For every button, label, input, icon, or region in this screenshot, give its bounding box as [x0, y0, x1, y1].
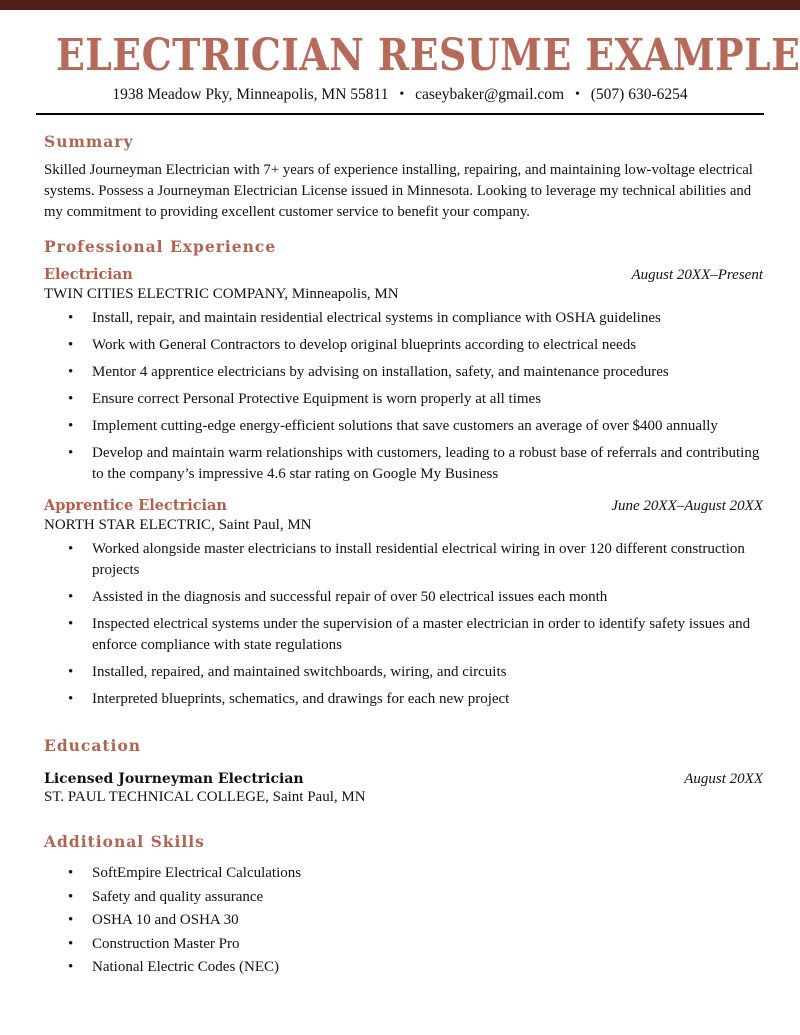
job-entry-electrician — [44, 266, 763, 485]
bullet-item: • Worked alongside master electricians to install residential electrical wiring in over 120 different construction projects — [92, 539, 763, 581]
job-bullet-list — [44, 539, 763, 710]
bullet-item: • Inspected electrical systems under the supervision of a master electrician in order to identify safety issues and enforce compliance with state regulations — [92, 614, 763, 656]
job-entry-apprentice-electrician — [44, 497, 763, 710]
skills-list — [44, 862, 763, 980]
bullet-item: • Ensure correct Personal Protective Equipment is worn properly at all times — [92, 389, 763, 410]
skill-item: • National Electric Codes (NEC) — [92, 956, 763, 980]
education-dates: August 20XX — [684, 771, 763, 787]
bullet-item: • Mentor 4 apprentice electricians by advising on installation, safety, and maintenance procedures — [92, 362, 763, 383]
skill-item: • SoftEmpire Electrical Calculations — [92, 862, 763, 886]
job-header — [44, 497, 763, 515]
education-school: ST. PAUL TECHNICAL COLLEGE, Saint Paul, MN — [44, 789, 366, 805]
job-company: TWIN CITIES ELECTRIC COMPANY, Minneapolis, MN — [44, 286, 399, 302]
skill-item: • OSHA 10 and OSHA 30 — [92, 909, 763, 933]
experience-section — [44, 237, 763, 710]
job-title: Apprentice Electrician — [44, 497, 227, 514]
experience-heading: Professional Experience — [44, 237, 277, 256]
skills-heading: Additional Skills — [44, 832, 205, 851]
summary-heading: Summary — [44, 132, 134, 151]
bullet-item: • Assisted in the diagnosis and successful repair of over 50 electrical issues each month — [92, 587, 763, 608]
education-section — [44, 736, 763, 806]
degree-title: Licensed Journeyman Electrician — [44, 771, 304, 787]
bullet-item: • Installed, repaired, and maintained switchboards, wiring, and circuits — [92, 662, 763, 683]
header-divider — [36, 113, 764, 115]
contact-phone: (507) 630-6254 — [590, 86, 688, 103]
job-dates: June 20XX–August 20XX — [611, 498, 763, 514]
resume-title: ELECTRICIAN RESUME EXAMPLE — [56, 30, 800, 81]
bullet-item: • Develop and maintain warm relationships with customers, leading to a robust base of referrals and contributing to the company’s impressive 4.6 star rating on Google My Business — [92, 443, 763, 485]
skill-item: • Safety and quality assurance — [92, 886, 763, 910]
contact-address: 1938 Meadow Pky, Minneapolis, MN 55811 — [112, 86, 389, 103]
job-dates: August 20XX–Present — [631, 267, 763, 283]
summary-text: Skilled Journeyman Electrician with 7+ years of experience installing, repairing, and maintaining low-voltage electrical systems. Possess a Journeyman Electrician License issued in Minnesota. Looking to leverage my technical abilities and my commitment to providing excellent customer service to benefit your company. — [44, 162, 753, 220]
contact-line — [0, 86, 800, 104]
skills-section — [44, 832, 763, 980]
bullet-item: • Install, repair, and maintain residential electrical systems in compliance with OSHA guidelines — [92, 308, 763, 329]
resume-body — [0, 132, 800, 980]
education-degree-row — [44, 771, 763, 788]
job-bullet-list — [44, 308, 763, 485]
top-accent-bar — [0, 0, 800, 10]
bullet-item: • Interpreted blueprints, schematics, and drawings for each new project — [92, 689, 763, 710]
education-heading: Education — [44, 736, 142, 755]
resume-header — [0, 31, 800, 115]
bullet-separator: • — [399, 87, 405, 102]
bullet-item: • Implement cutting-edge energy-efficient solutions that save customers an average of over $400 annually — [92, 416, 763, 437]
job-title: Electrician — [44, 266, 133, 283]
bullet-separator: • — [574, 87, 580, 102]
summary-section — [44, 132, 763, 223]
bullet-item: • Work with General Contractors to develop original blueprints according to electrical needs — [92, 335, 763, 356]
contact-email: caseybaker@gmail.com — [415, 86, 565, 103]
job-company: NORTH STAR ELECTRIC, Saint Paul, MN — [44, 517, 312, 533]
job-header — [44, 266, 763, 284]
skill-item: • Construction Master Pro — [92, 933, 763, 957]
